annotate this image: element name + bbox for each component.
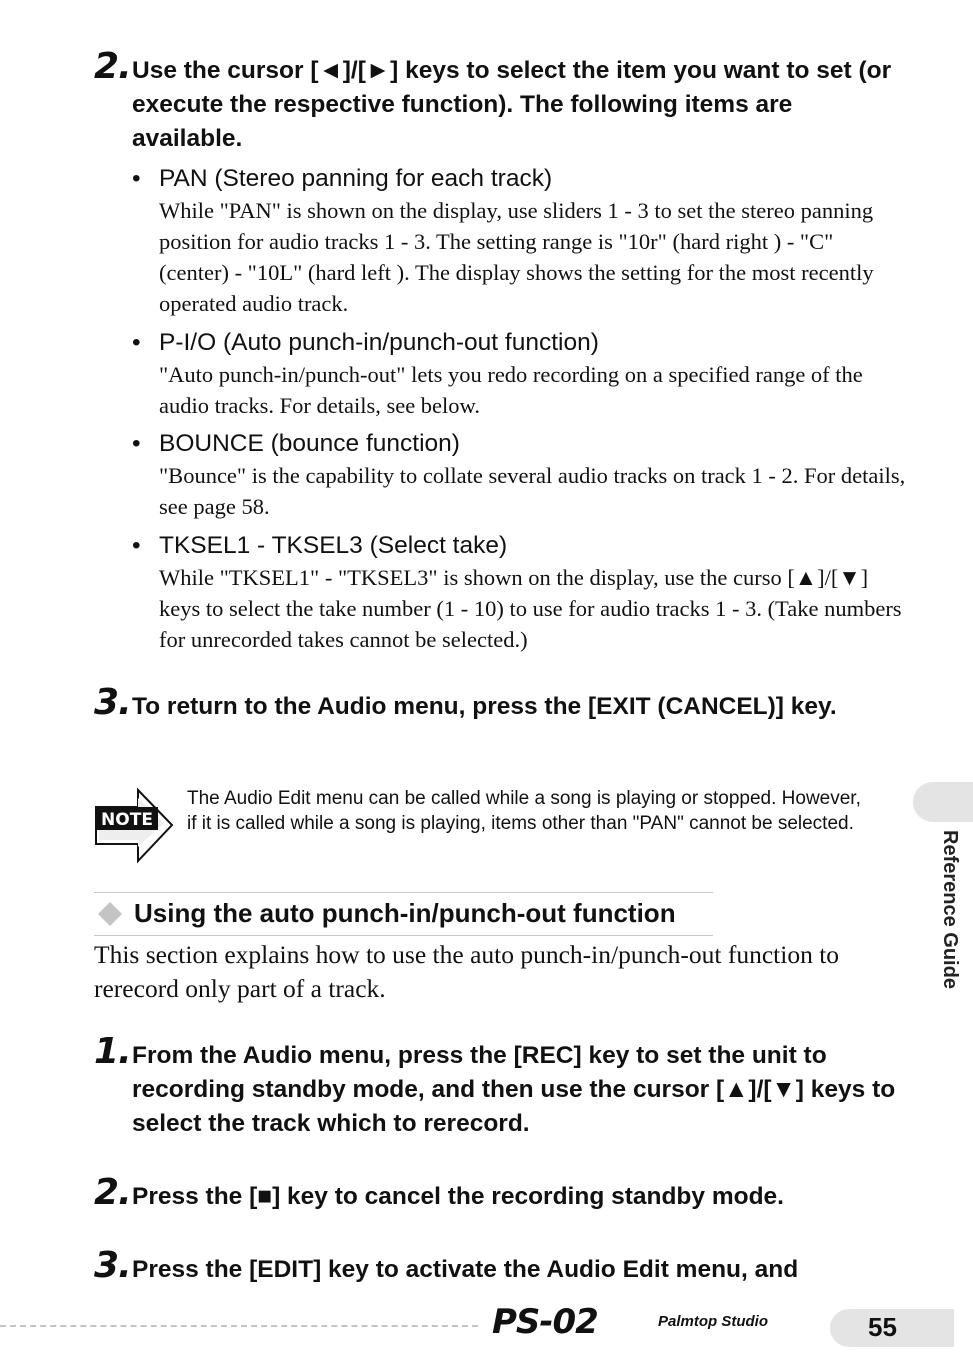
item-body: "Bounce" is the capability to collate several audio tracks on track 1 - 2. For details, see page 58. xyxy=(159,463,906,519)
item-body: "Auto punch-in/punch-out" lets you redo recording on a specified range of the audio tracks. For details, see below. xyxy=(159,362,863,418)
item-bounce xyxy=(132,428,907,522)
item-tksel xyxy=(132,530,907,655)
step-text: To return to the Audio menu, press the [EXIT (CANCEL)] key. xyxy=(132,693,837,720)
step-number: 3. xyxy=(94,682,131,723)
step-2 xyxy=(94,46,909,156)
note-badge: NOTE xyxy=(101,810,153,830)
item-pan xyxy=(132,163,907,319)
step-number: 2. xyxy=(94,1172,131,1213)
item-body: While "TKSEL1" - "TKSEL3" is shown on the display, use the curso [▲]/[▼] keys to select the take number (1 - 10) to use for audio tracks 1 - 3. (Take numbers for unrecorded takes cannot be selected.) xyxy=(159,565,902,652)
step-number: 3. xyxy=(94,1245,131,1286)
step-number: 2. xyxy=(94,46,131,87)
step-text: Press the [EDIT] key to activate the Audio Edit menu, and xyxy=(132,1256,799,1283)
section-header xyxy=(94,892,713,936)
bullet-icon: • xyxy=(132,165,141,192)
side-label: Reference Guide xyxy=(939,830,961,989)
item-title: BOUNCE (bounce function) xyxy=(159,430,460,457)
page-number: 55 xyxy=(868,1312,897,1342)
footer-subtitle: Palmtop Studio xyxy=(658,1313,768,1330)
bullet-icon: • xyxy=(132,430,141,457)
section-intro: This section explains how to use the auto punch-in/punch-out function to rerecord only part of a track. xyxy=(94,940,840,1003)
item-title: PAN (Stereo panning for each track) xyxy=(159,165,553,192)
step-text: Press the [■] key to cancel the recording standby mode. xyxy=(132,1183,784,1210)
diamond-icon xyxy=(97,901,123,927)
section-title: Using the auto punch-in/punch-out function xyxy=(134,898,676,928)
item-title: TKSEL1 - TKSEL3 (Select take) xyxy=(159,532,508,559)
bullet-icon: • xyxy=(132,329,141,356)
step-text: From the Audio menu, press the [REC] key to set the unit to recording standby mode, and then use the cursor [▲]/[▼] keys to select the track which to rerecord. xyxy=(132,1042,896,1137)
step-2b xyxy=(94,1172,909,1214)
side-tab xyxy=(913,782,973,822)
footer-divider xyxy=(0,1325,478,1327)
note-icon xyxy=(94,787,176,867)
step-number: 1. xyxy=(94,1031,131,1072)
item-pio xyxy=(132,327,907,421)
item-title: P-I/O (Auto punch-in/punch-out function) xyxy=(159,329,599,356)
note-text: The Audio Edit menu can be called while a song is playing or stopped. However, if it is called while a song is playing, items other than "PAN" cannot be selected. xyxy=(187,788,861,834)
footer-logo: PS-02 xyxy=(492,1302,598,1342)
note-box xyxy=(94,787,861,867)
step-3b xyxy=(94,1245,909,1287)
step-1 xyxy=(94,1031,909,1141)
item-body: While "PAN" is shown on the display, use sliders 1 - 3 to set the stereo panning position for audio tracks 1 - 3. The setting range is "10r" (hard right ) - "C" (center) - "10L" (hard left ). The display shows the setting for the most recently operated audio track. xyxy=(159,198,874,316)
step-3 xyxy=(94,682,909,724)
bullet-icon: • xyxy=(132,532,141,559)
step-text: Use the cursor [◄]/[►] keys to select the item you want to set (or execute the respective function). The following items are available. xyxy=(132,57,892,152)
